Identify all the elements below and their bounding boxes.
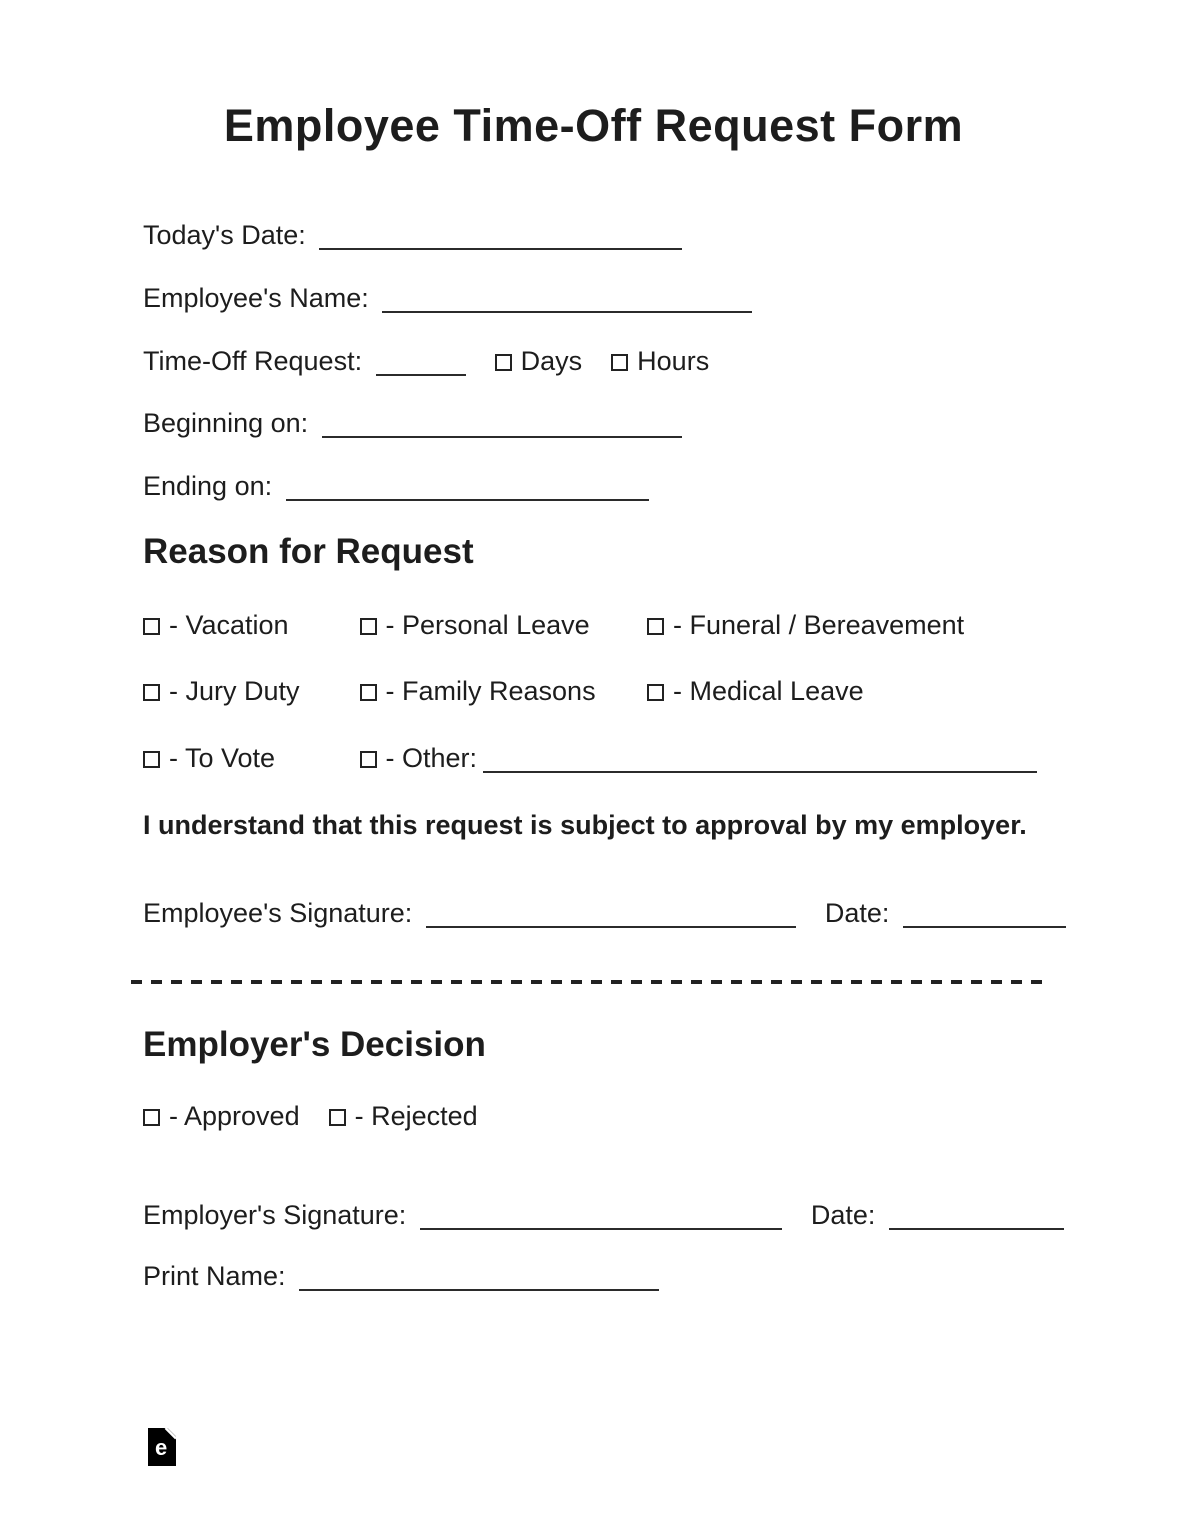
todays-date-row [143,220,682,251]
funeral-checkbox[interactable] [647,618,664,635]
logo-letter: e [155,1435,168,1460]
employees-name-field[interactable] [382,286,752,313]
reason-option-funeral: - Funeral / Bereavement [647,610,964,640]
family-reasons-checkbox[interactable] [360,684,377,701]
employees-name-label: Employee's Name: [143,283,369,313]
ending-on-field[interactable] [286,474,649,501]
decision-row [143,1101,478,1132]
reason-options-row-2 [143,676,864,707]
reason-options-row-3 [143,743,1037,774]
reason-option-medical-leave: - Medical Leave [647,676,864,706]
medical-leave-checkbox[interactable] [647,684,664,701]
ending-on-row [143,471,649,502]
other-label: - Other: [385,743,478,773]
beginning-on-field[interactable] [322,411,682,438]
employee-signature-label: Employee's Signature: [143,898,413,928]
reason-section-heading: Reason for Request [143,532,474,571]
days-label: Days [520,346,583,376]
reason-options-row-1 [143,610,964,641]
employee-date-field[interactable] [903,901,1066,928]
rejected-option: - Rejected [329,1101,478,1131]
approved-option: - Approved [143,1101,300,1131]
jury-duty-checkbox[interactable] [143,684,160,701]
hours-label: Hours [637,346,710,376]
employee-date-label: Date: [824,898,890,928]
print-name-label: Print Name: [143,1261,286,1291]
employer-signature-field[interactable] [420,1203,782,1230]
document-icon [148,1428,176,1466]
reason-option-other [360,743,1038,773]
section-divider-dashed-line [131,980,1048,984]
employer-date-label: Date: [810,1200,876,1230]
days-checkbox[interactable] [495,354,512,371]
beginning-on-row [143,408,682,439]
approved-checkbox[interactable] [143,1109,160,1126]
employer-section-heading: Employer's Decision [143,1025,486,1064]
reason-option-to-vote: - To Vote [143,743,352,774]
other-field[interactable] [483,746,1037,773]
other-checkbox[interactable] [360,751,377,768]
timeoff-request-row [143,346,709,377]
timeoff-amount-field[interactable] [376,349,466,376]
eforms-logo [148,1428,176,1471]
ending-on-label: Ending on: [143,471,273,501]
print-name-field[interactable] [299,1264,659,1291]
page-title: Employee Time-Off Request Form [223,100,964,151]
rejected-checkbox[interactable] [329,1109,346,1126]
employee-signature-field[interactable] [426,901,796,928]
print-name-row [143,1261,659,1292]
todays-date-field[interactable] [319,223,682,250]
to-vote-checkbox[interactable] [143,751,160,768]
beginning-on-label: Beginning on: [143,408,309,438]
vacation-checkbox[interactable] [143,618,160,635]
timeoff-request-label: Time-Off Request: [143,346,363,376]
employees-name-row [143,283,752,314]
personal-leave-checkbox[interactable] [360,618,377,635]
employer-signature-label: Employer's Signature: [143,1200,407,1230]
employer-signature-row [143,1200,1064,1231]
reason-option-vacation: - Vacation [143,610,352,641]
employer-date-field[interactable] [889,1203,1064,1230]
todays-date-label: Today's Date: [143,220,306,250]
reason-option-personal-leave: - Personal Leave [360,610,640,641]
employee-signature-row [143,898,1066,929]
acknowledgement-statement: I understand that this request is subject to approval by my employer. [143,810,1027,840]
reason-option-jury-duty: - Jury Duty [143,676,352,707]
hours-checkbox[interactable] [611,354,628,371]
reason-option-family-reasons: - Family Reasons [360,676,640,707]
